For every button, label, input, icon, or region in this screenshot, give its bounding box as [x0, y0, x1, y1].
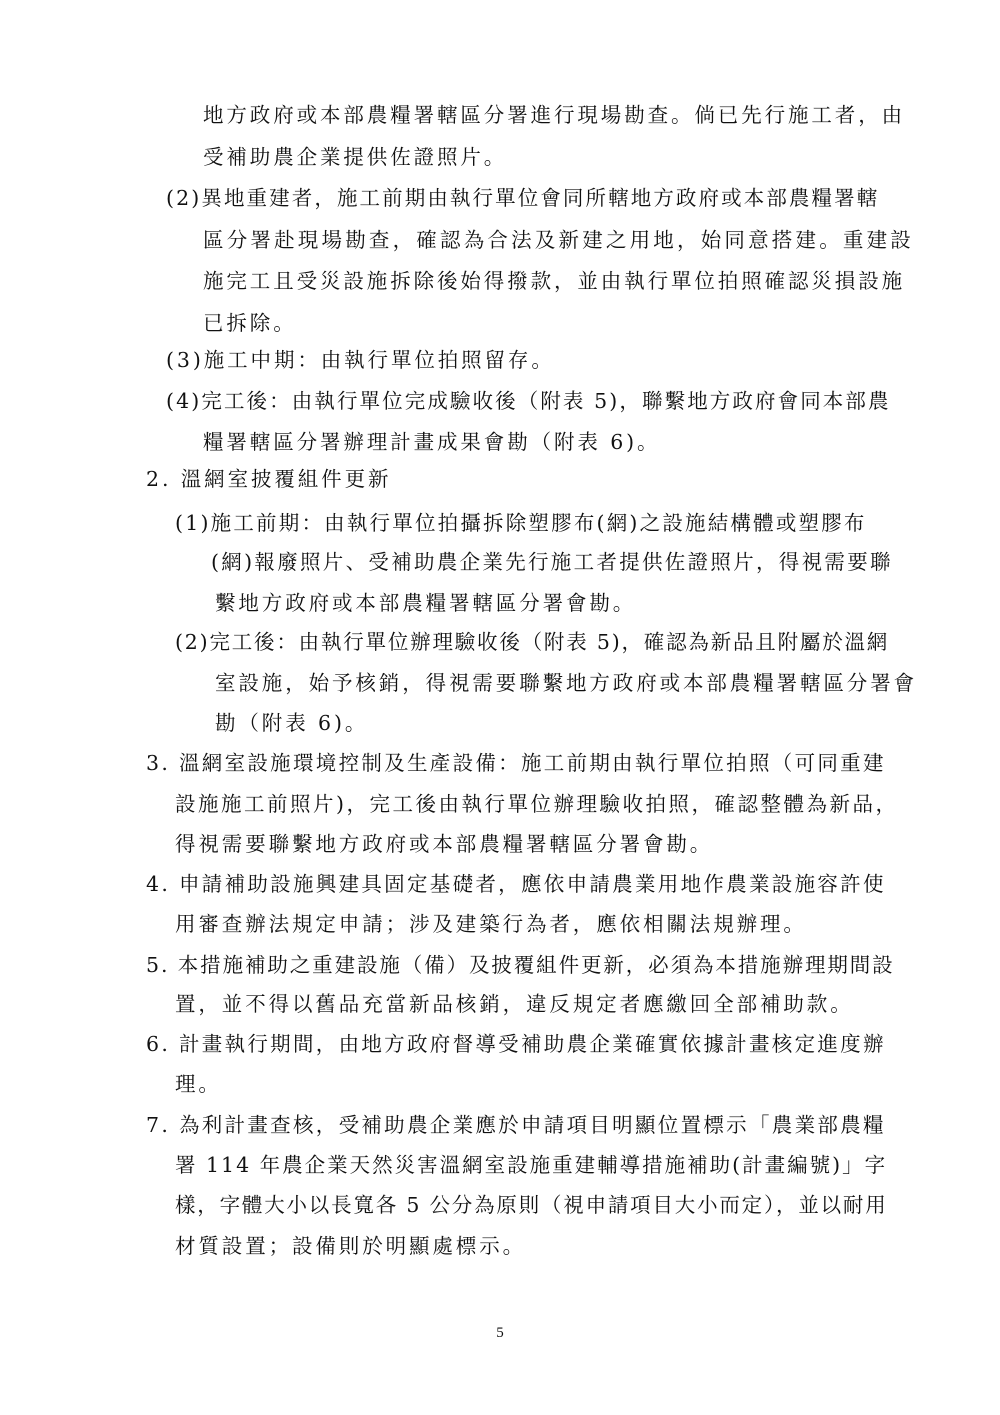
text-line: 設施施工前照片)，完工後由執行單位辦理驗收拍照，確認整體為新品，: [175, 792, 899, 816]
text-line: 區分署赴現場勘查，確認為合法及新建之用地，始同意搭建。重建設: [203, 228, 914, 252]
text-line: (4)完工後：由執行單位完成驗收後（附表 5)，聯繫地方政府會同本部農: [166, 389, 891, 413]
text-line: 施完工且受災設施拆除後始得撥款，並由執行單位拍照確認災損設施: [203, 269, 905, 293]
text-line: 糧署轄區分署辦理計畫成果會勘（附表 6)。: [203, 430, 661, 454]
text-line: 署 114 年農企業天然災害溫網室設施重建輔導措施補助(計畫編號)」字: [175, 1153, 888, 1177]
text-line: 7. 為利計畫查核，受補助農企業應於申請項目明顯位置標示「農業部農糧: [146, 1113, 886, 1137]
text-line: (網)報廢照片、受補助農企業先行施工者提供佐證照片，得視需要聯: [211, 550, 893, 574]
text-line: 5. 本措施補助之重建設施（備）及披覆組件更新，必須為本措施辦理期間設: [146, 953, 895, 977]
text-line: 勘（附表 6)。: [215, 711, 369, 735]
text-line: 樣，字體大小以長寬各 5 公分為原則（視申請項目大小而定），並以耐用: [175, 1193, 888, 1217]
text-line: 已拆除。: [203, 311, 297, 335]
text-line: 室設施，始予核銷，得視需要聯繫地方政府或本部農糧署轄區分署會: [215, 671, 917, 695]
page-number: 5: [496, 1325, 504, 1341]
text-line: 6. 計畫執行期間，由地方政府督導受補助農企業確實依據計畫核定進度辦: [146, 1032, 886, 1056]
text-line: 置，並不得以舊品充當新品核銷，違反規定者應繳回全部補助款。: [175, 992, 854, 1016]
text-line: 2. 溫網室披覆組件更新: [146, 467, 392, 491]
text-line: 材質設置；設備則於明顯處標示。: [175, 1234, 526, 1258]
text-line: (2)異地重建者，施工前期由執行單位會同所轄地方政府或本部農糧署轄: [166, 186, 880, 210]
text-line: (2)完工後：由執行單位辦理驗收後（附表 5)，確認為新品且附屬於溫網: [175, 630, 890, 654]
text-line: 3. 溫網室設施環境控制及生產設備：施工前期由執行單位拍照（可同重建: [146, 751, 886, 775]
text-line: 地方政府或本部農糧署轄區分署進行現場勘查。倘已先行施工者，由: [203, 103, 905, 127]
text-line: 受補助農企業提供佐證照片。: [203, 145, 508, 169]
text-line: 用審查辦法規定申請；涉及建築行為者，應依相關法規辦理。: [175, 912, 807, 936]
text-line: (1)施工前期：由執行單位拍攝拆除塑膠布(網)之設施結構體或塑膠布: [175, 511, 867, 535]
text-line: 繫地方政府或本部農糧署轄區分署會勘。: [215, 591, 637, 615]
text-line: 4. 申請補助設施興建具固定基礎者，應依申請農業用地作農業設施容許使: [146, 872, 886, 896]
text-line: 理。: [175, 1072, 222, 1096]
text-line: 得視需要聯繫地方政府或本部農糧署轄區分署會勘。: [175, 832, 714, 856]
text-line: (3)施工中期：由執行單位拍照留存。: [166, 348, 555, 372]
